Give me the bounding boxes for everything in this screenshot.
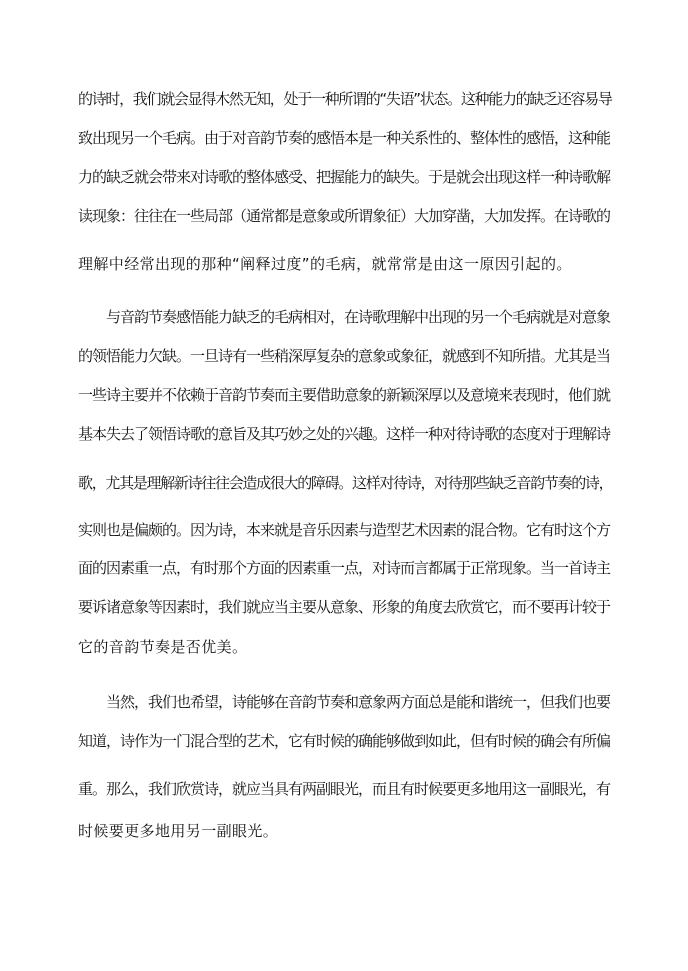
paragraph-2-line-3: 一些诗主要并不依赖于音韵节奏而主要借助意象的新颖深厚以及意境来表现时，他们就	[78, 386, 611, 404]
paragraph-1-line-5: 理解中经常出现的那种“阐释过度”的毛病，就常常是由这一原因引起的。	[78, 255, 572, 273]
paragraph-3-line-1: 当然，我们也希望，诗能够在音韵节奏和意象两方面总是能和谐统一，但我们也要	[106, 693, 611, 711]
paragraph-2-line-1: 与音韵节奏感悟能力缺乏的毛病相对，在诗歌理解中出现的另一个毛病就是对意象	[106, 308, 611, 326]
paragraph-2-line-2: 的领悟能力欠缺。一旦诗有一些稍深厚复杂的意象或象征，就感到不知所措。尤其是当	[78, 347, 611, 365]
paragraph-2-line-6: 实则也是偏颇的。因为诗，本来就是音乐因素与造型艺术因素的混合物。它有时这个方	[78, 521, 611, 539]
paragraph-2-line-5: 歌，尤其是理解新诗往往会造成很大的障碍。这样对待诗，对待那些缺乏音韵节奏的诗，	[78, 474, 613, 492]
paragraph-1-line-3: 力的缺乏就会带来对诗歌的整体感受、把握能力的缺失。于是就会出现这样一种诗歌解	[78, 168, 611, 186]
paragraph-3-line-2: 知道，诗作为一门混合型的艺术，它有时候的确能够做到如此，但有时候的确会有所偏	[78, 732, 611, 750]
paragraph-2-line-8: 要诉诸意象等因素时，我们就应当主要从意象、形象的角度去欣赏它，而不要再计较于	[78, 598, 611, 616]
paragraph-2-line-9: 它的音韵节奏是否优美。	[78, 638, 248, 656]
paragraph-1-line-1: 的诗时，我们就会显得木然无知，处于一种所谓的“失语”状态。这种能力的缺乏还容易导	[78, 90, 612, 108]
paragraph-3-line-3: 重。那么，我们欣赏诗，就应当具有两副眼光，而且有时候要更多地用这一副眼光，有	[78, 780, 611, 798]
paragraph-2-line-4: 基本失去了领悟诗歌的意旨及其巧妙之处的兴趣。这样一种对待诗歌的态度对于理解诗	[78, 425, 611, 443]
paragraph-3-line-4: 时候要更多地用另一副眼光。	[78, 822, 279, 840]
paragraph-2-line-7: 面的因素重一点，有时那个方面的因素重一点，对诗而言都属于正常现象。当一首诗主	[78, 559, 611, 577]
paragraph-1-line-4: 读现象：往往在一些局部（通常都是意象或所谓象征）大加穿凿，大加发挥。在诗歌的	[78, 207, 611, 225]
paragraph-1-line-2: 致出现另一个毛病。由于对音韵节奏的感悟本是一种关系性的、整体性的感悟，这种能	[78, 129, 611, 147]
